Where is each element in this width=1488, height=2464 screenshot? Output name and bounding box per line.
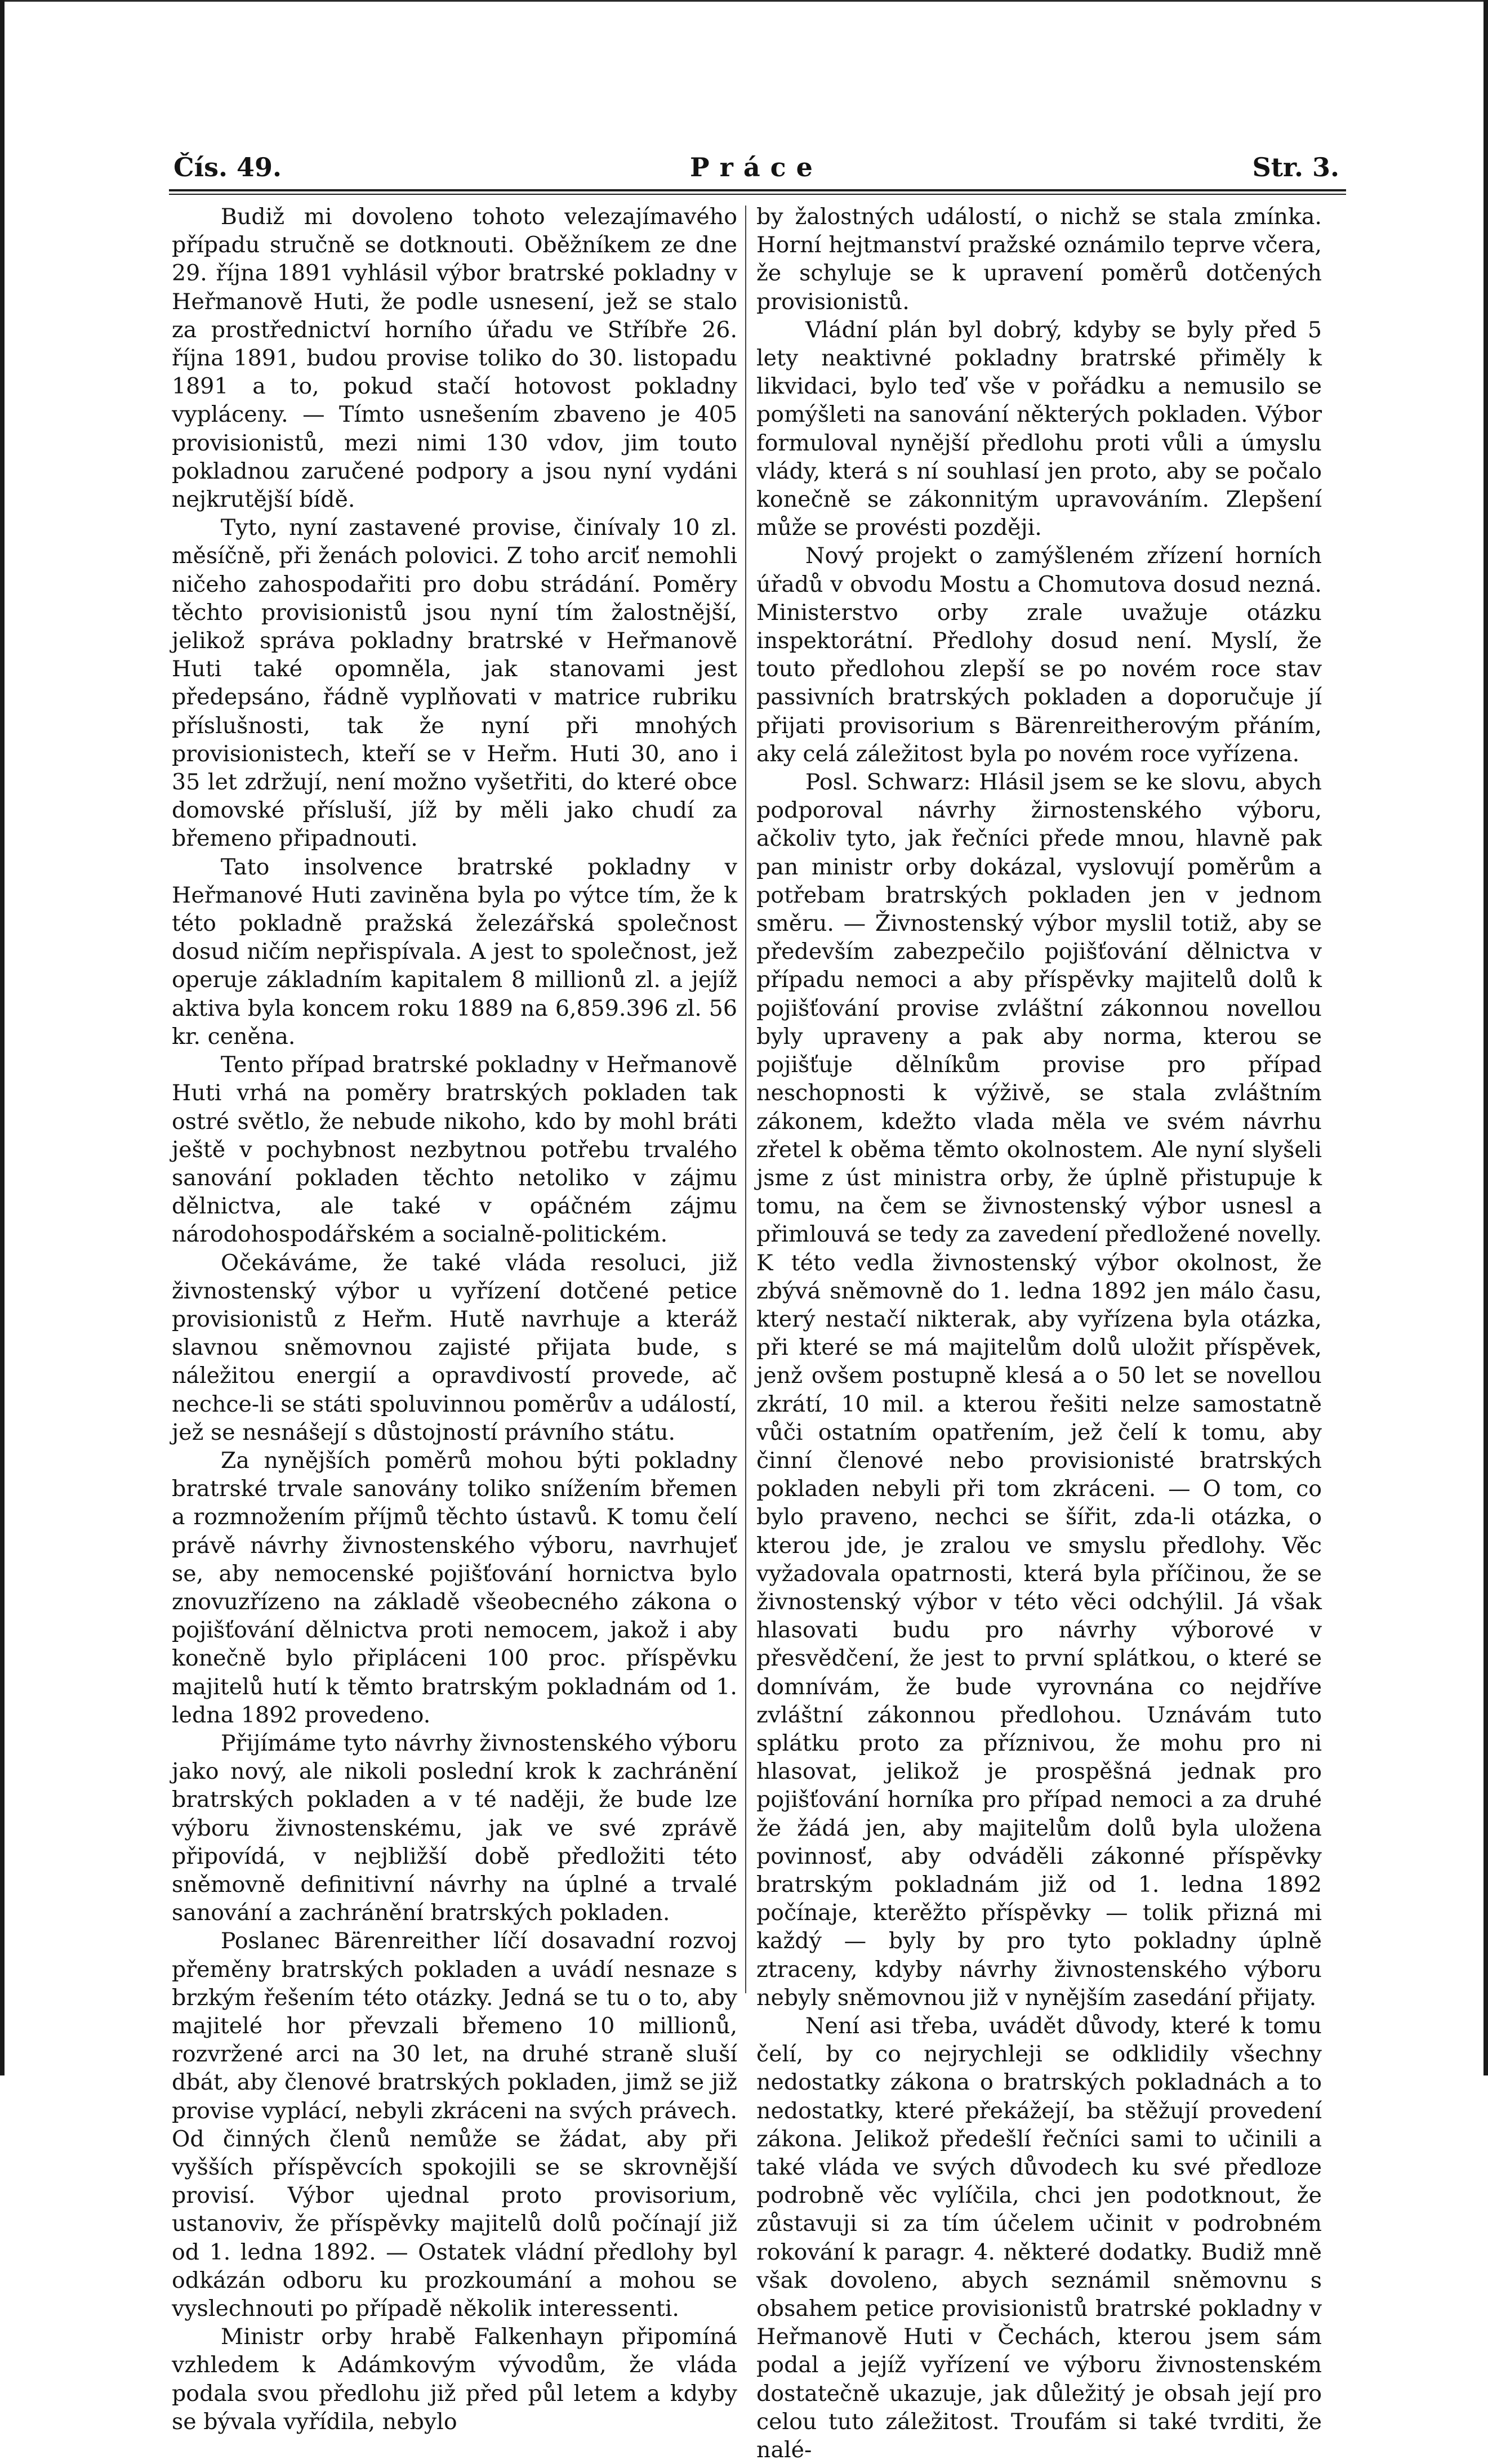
header-rule-thin [169, 194, 1346, 195]
paragraph: Za nynějších poměrů mohou býti pokladny bratrské trvale sanovány toliko snížením břemen a rozmnožením příjmů těchto ústavů. K tomu čelí právě návrhy živnostenského výboru, navrhujeť se, aby nemocenské pojišťování hornictva bylo znovuzřízeno na základě všeobecného zákona o pojišťování dělnictva proti nemocem, jakož i aby konečně bylo připláceni 100 proc. příspěvku majitelů hutí k těmto bratrským pokladnám od 1. ledna 1892 provedeno. [172, 1447, 737, 1728]
paragraph: Přijímáme tyto návrhy živnostenského výboru jako nový, ale nikoli poslední krok k zachránění bratrských pokladen a v té naději, že bude lze výboru živnostenskému, jak ve své zprávě připovídá, v nejbližší době předložiti této sněmovně definitivní návrhy na úplné a trvalé sanování a zachránění bratrských pokladen. [172, 1730, 737, 1926]
left-column [172, 203, 737, 2436]
paragraph: Budiž mi dovoleno tohoto velezajímavého případu stručně se dotknouti. Oběžníkem ze dne 29. října 1891 vyhlásil výbor bratrské pokladny v Heřmanově Huti, že podle usnesení, jež se stalo za prostřednictví horního úřadu ve Stříbře 26. října 1891, budou provise toliko do 30. listopadu 1891 a to, pokud stačí hotovost pokladny vypláceny. — Tímto usnešením zbaveno je 405 provisionistů, mezi nimi 130 vdov, jim touto pokladnou zaručené podpory a jsou nyní vydáni nejkrutější bídě. [172, 204, 737, 513]
column-divider [745, 206, 746, 1993]
paragraph: Nový projekt o zamýšleném zřízení horních úřadů v obvodu Mostu a Chomutova dosud nezná. Ministerstvo orby zrale uvažuje otázku inspektorátní. Předlohy dosud není. Myslí, že touto předlohou zlepší se po novém roce stav passivních bratrských pokladen a doporučuje jí přijati provisorium s Bärenreitherovým přáním, aky celá záležitost byla po novém roce vyřízena. [756, 543, 1322, 767]
right-column [756, 203, 1322, 2464]
paragraph: Očekáváme, že také vláda resoluci, již živnostenský výbor u vyřízení dotčené petice provisionistů z Heřm. Hutě navrhuje a kteráž slavnou sněmovnou zajisté přijata bude, s náležitou energií a opravdivostí provede, ač nechce-li se státi spoluvinnou poměrův a událostí, jež se nesnášejí s důstojností právního státu. [172, 1249, 737, 1445]
page-number: Str. 3. [1252, 152, 1339, 182]
scan-left-edge [0, 0, 5, 2075]
paragraph: Tyto, nyní zastavené provise, činívaly 10 zl. měsíčně, při ženách polovici. Z toho arciť nemohli ničeho zahospodařiti pro dobu strádání. Poměry těchto provisionistů jsou nyní tím žalostnější, jelikož správa pokladny bratrské v Heřmanově Huti také opomněla, jak stanovami jest předepsáno, řádně vyplňovati v matrice rubriku příslušnosti, tak že nyní při mnohých provisionistech, kteří se v Heřm. Huti 30, ano i 35 let zdržují, není možno vyšetřiti, do které obce domovské přísluší, jíž by měli jako chudí za břemeno připadnouti. [172, 515, 737, 852]
paragraph: Posl. Schwarz: Hlásil jsem se ke slovu, abych podporoval návrhy žirnostenského výboru, ačkoliv tyto, jak řečníci přede mnou, hlavně pak pan ministr orby dokázal, vyslovují poměrům a potřebam bratrských pokladen jen v jednom směru. — Živnostenský výbor myslil totiž, aby se především zabezpečilo pojišťování dělnictva v případu nemoci a aby příspěvky majitelů dolů k pojišťování provise zvláštní zákonnou novellou byly upraveny a pak aby norma, kterou se pojišťuje dělníkům provise pro případ neschopnosti k výživě, se stala zvláštním zákonem, kdežto vlada měla ve svém návrhu zřetel k oběma těmto okolnostem. Ale nyní slyšeli jsme z úst ministra orby, že úplně přistupuje k tomu, na čem se živnostenský výbor usnesl a přimlouvá se tedy za zavedení předložené novelly. K této vedla živnostenský výbor okolnost, že zbývá sněmovně do 1. ledna 1892 jen málo času, který nestačí nikterak, aby vyřízena byla otázka, při které se má majitelům dolů uložit příspěvek, jenž ovšem postupně klesá a o 50 let se novellou zkrátí, 10 mil. a kterou řešiti nelze samostatně vůči ostatním opatřením, jež čelí k tomu, aby činní členové nebo provisionisté bratrských pokladen nebyli při tom zkráceni. — O tom, co bylo praveno, nechci se šířit, zda-li otázka, o kterou jde, je zralou ve smyslu předlohy. Věc vyžadovala opatrnosti, která byla příčinou, že se živnostenský výbor v této věci odchýlil. Já však hlasovati budu pro návrhy výborové v přesvědčení, že jest to první splátkou, o které se domnívám, že bude vyrovnána co nejdříve zvláštní zákonnou předlohou. Uznávám tuto splátku proto za příznivou, že mohu pro ni hlasovat, jelikož je prospěšná jednak pro pojišťování horníka pro případ nemoci a za druhé že žádá jen, aby majitelům dolů byla uložena povinnosť, aby odváděli zákonné příspěvky bratrským pokladnám již od 1. ledna 1892 počínaje, kterěžto příspěvky — tolik přizná mi každý — byly by pro tyto pokladny úplně ztraceny, kdyby návrhy živnostenského výboru nebyly sněmovnou již v nynějším zasedání přijaty. [756, 769, 1322, 2011]
paragraph: Poslanec Bärenreither líčí dosavadní rozvoj přeměny bratrských pokladen a uvádí nesnaze s brzkým řešením této otázky. Jedná se tu o to, aby majitelé hor převzali břemeno 10 millionů, rozvržené arci na 30 let, na druhé straně sluší dbát, aby členové bratrských pokladen, jimž se již provise vyplácí, nebyli zkráceni na svých právech. Od činných členů nemůže se žádat, aby při vyšších příspěvcích spokojili se se skrovnější provisí. Výbor ujednal proto provisorium, ustanoviv, že příspěvky majitelů dolů počínají již od 1. ledna 1892. — Ostatek vládní předlohy byl odkázán odboru ku prozkoumání a mohou se vyslechnouti po případě několik interessenti. [172, 1928, 737, 2322]
paragraph-continued: by žalostných událostí, o nichž se stala zmínka. Horní hejtmanství pražské oznámilo teprve včera, že schyluje se k upravení poměrů dotčených provisionistů. [756, 204, 1322, 315]
paragraph: Ministr orby hrabě Falkenhayn připomíná vzhledem k Adámkovým vývodům, že vláda podala svou předlohu již před půl letem a kdyby se bývala vyřídila, nebylo [172, 2324, 737, 2435]
newspaper-title: Práce [690, 152, 823, 182]
scan-right-edge [1483, 0, 1488, 2075]
paragraph: Tento případ bratrské pokladny v Heřmanově Huti vrhá na poměry bratrských pokladen tak ostré světlo, že nebude nikoho, kdo by mohl bráti ještě v pochybnost nezbytnou potřebu trvalého sanování pokladen těchto netoliko v zájmu dělnictva, ale také v opáčném zájmu národohospodářském a socialně-politickém. [172, 1052, 737, 1248]
paragraph: Vládní plán byl dobrý, kdyby se byly před 5 lety neaktivné pokladny bratrské přiměly k likvidaci, bylo teď vše v pořádku a nemusilo se pomýšleti na sanování některých pokladen. Výbor formuloval nynější předlohu proti vůli a úmyslu vlády, která s ní souhlasí jen proto, aby se počalo konečně se zákonnitým upravováním. Zlepšení může se provésti později. [756, 316, 1322, 541]
page-header [173, 152, 1339, 186]
issue-number: Čís. 49. [173, 152, 282, 182]
header-rule [169, 189, 1346, 191]
paragraph: Tato insolvence bratrské pokladny v Heřmanové Huti zaviněna byla po výtce tím, že k této pokladně pražská železářská společnost dosud ničím nepřispívala. A jest to společnost, jež operuje základním kapitalem 8 millionů zl. a jejíž aktiva byla koncem roku 1889 na 6,859.396 zl. 56 kr. ceněna. [172, 854, 737, 1050]
scan-top-edge [0, 0, 1488, 2]
paragraph: Není asi třeba, uvádět důvody, které k tomu čelí, by co nejrychleji se odklidily všechny nedostatky zákona o bratrských pokladnách a to nedostatky, které překážejí, ba stěžují provedení zákona. Jelikož předešlí řečníci sami to učinili a také vláda ve svých důvodech ku své předloze podrobně věc vylíčila, chci jen podotknout, že zůstavuji si za tím účelem učinit v podrobném rokování k paragr. 4. některé dodatky. Budiž mně však dovoleno, abych seznámil sněmovnu s obsahem petice provisionistů bratrské pokladny v Heřmanově Huti v Čechách, kterou jsem sám podal a jejíž vyřízení ve výboru živnostenském dostatečně ukazuje, jak důležitý je obsah její pro celou tuto záležitost. Troufám si také tvrditi, že nalé- [756, 2013, 1322, 2463]
